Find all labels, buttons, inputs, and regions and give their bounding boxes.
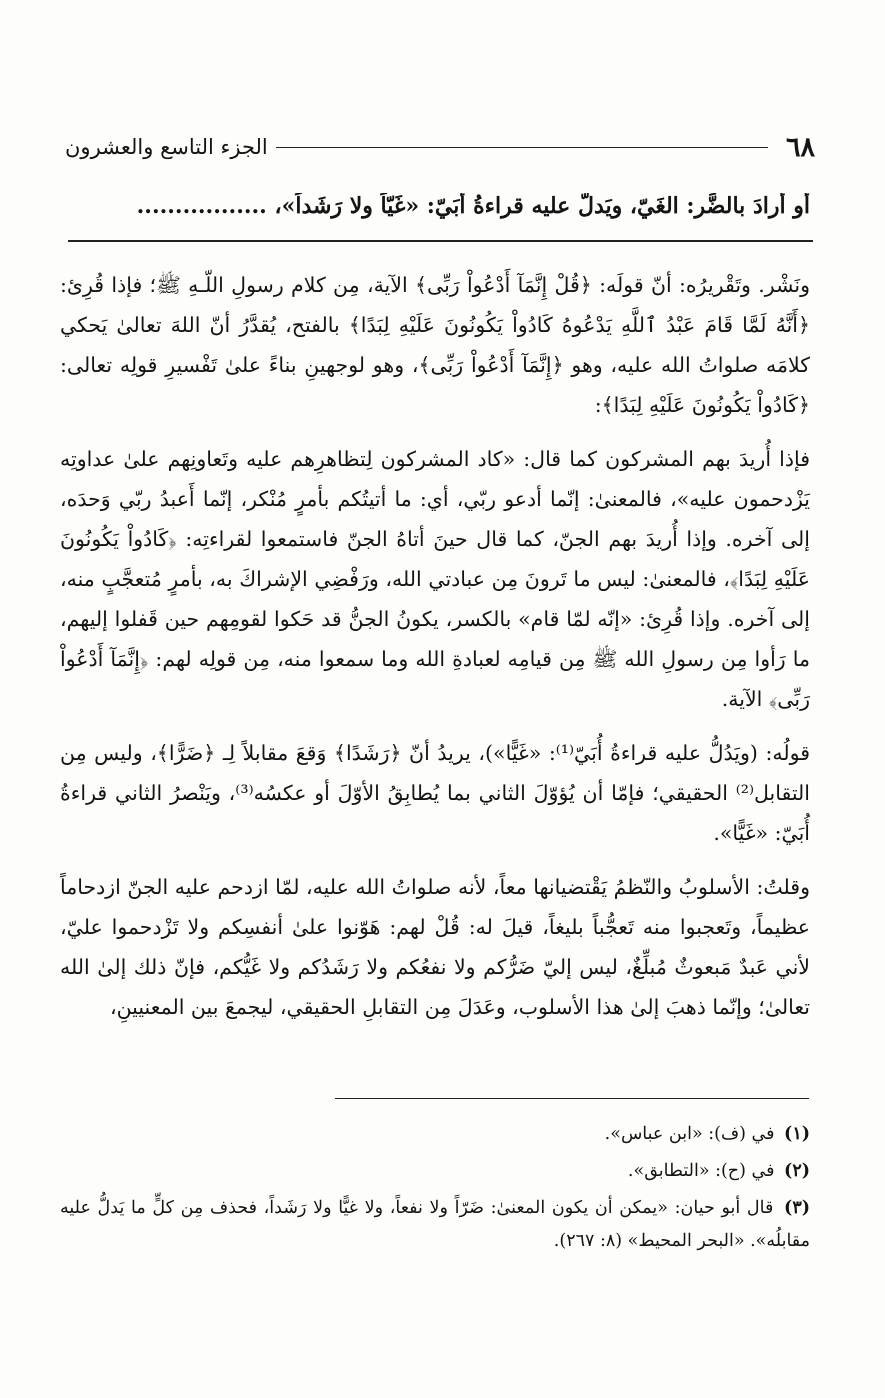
footnote-mark: (١) [784,1124,810,1144]
running-title: الجزء التاسع والعشرون [65,135,268,159]
footnote [60,1192,810,1258]
quote-divider [68,240,813,242]
paragraph: قولُه: (ويَدُلُّ عليه قراءةُ أُبَيّ⁽¹⁾: «غَيًّا»)، يريدُ أنّ ﴿رَشَدًا﴾ وَقعَ مقابلاً لِـ ﴿ضَرًّا﴾، وليس مِن التقابل⁽²⁾ الحقيقي؛ فإمّا أن يُؤوّلَ الثاني بما يُطابِقُ الأوّلَ أو عكسُه⁽³⁾، ويَنْصرُ الثاني قراءةُ أُبَيّ: «غَيًّا». [60,741,810,845]
paragraph: وقلتُ: الأسلوبُ والنّظمُ يَقْتضيانها معاً، لأنه صلواتُ الله عليه، لمّا ازدحم عليه الجنّ ازدحاماً عظيماً، وتَعجبوا منه تَعجُّباً بليغاً، قيلَ له: قُلْ لهم: هَوّنوا علىٰ أنفسِكم ولا تَزْدحموا عليّ، لأني عَبدٌ مَبعوثٌ مُبلِّغٌ، ليس إليّ ضَرُّكم ولا نفعُكم ولا رَشَدُكم ولا غَيُّكم، فإنّ ذلك إلىٰ الله تعالىٰ؛ وإنّما ذهبَ إلىٰ هذا الأسلوب، وعَدَلَ مِن التقابلِ الحقيقي، ليجمعَ بين المعنيينِ، [60,875,810,1019]
paragraph: فإذا أُريدَ بهم المشركون كما قال: «كاد المشركون لِتظاهرِهم عليه وتَعاونِهم علىٰ عداوتِه يَزْدحمون عليه»، فالمعنىٰ: إنّما أدعو ربّي، أي: ما أتيتُكم بأمرٍ مُنْكر، إنّما أَعبدُ ربّي وَحدَه، إلى آخره. وإذا أُريدَ بهم الجنّ، كما قال حينَ أتاهُ الجنّ فاستمعوا لقراءتِه: ﴿كَادُواْ يَكُونُونَ عَلَيْهِ لِبَدًا﴾، فالمعنىٰ: ليس ما تَرونَ مِن عبادتي الله، ورَفْضِي الإشراكَ به، بأمرٍ مُتعجَّبٍ منه، إلى آخره. وإذا قُرِئ: «إنّه لمّا قام» بالكسر، يكونُ الجنُّ قد حَكوا لقومِهم حين قَفلوا إليهم، ما رَأوا مِن رسولِ الله ﷺ مِن قيامِه لعبادةِ الله وما سمعوا منه، مِن قولِه لهم: ﴿إِنَّمَآ أَدْعُواْ رَبِّى﴾ الآية. [60,447,810,711]
footnote-text: في (ف): «ابن عباس». [604,1124,775,1144]
footnote-mark: (٣) [784,1198,810,1218]
page-number: ٦٨ [785,131,815,163]
page-header [65,130,815,164]
footnote-divider [335,1098,809,1099]
commentary-body [60,265,810,1041]
footnote-text: قال أبو حيان: «يمكن أن يكون المعنىٰ: ضَرّاً ولا نفعاً، ولا غيًّا ولا رَشَداً، فحذف مِن كلٍّ ما يَدلُّ عليه مقابلُه». «البحر المحيط» (٨: ٢٦٧). [60,1198,810,1251]
footnote-mark: (٢) [784,1161,810,1181]
footnote [60,1155,810,1188]
footnote-text: في (ح): «التطابق». [627,1161,775,1181]
footnotes [60,1118,810,1262]
footnote [60,1118,810,1151]
quoted-line: أو أرادَ بالضَّر: الغَيّ، ويَدلُّ عليه قراءةُ أُبَيّ: «غَيّاً ولا رَشَداً»، ................. [136,193,810,219]
paragraph: ونَشْر. وتَقْريرُه: أنّ قولَه: ﴿قُلْ إِنَّمَآ أَدْعُواْ رَبِّى﴾ الآية، مِن كلام رسولِ اللّـهِ ﷺ؛ فإذا قُرِئ: ﴿أَنَّهُ لَمَّا قَامَ عَبْدُ ٱللَّهِ يَدْعُوهُ كَادُواْ يَكُونُونَ عَلَيْهِ لِبَدًا﴾ بالفتح، يُقدَّرُ أنّ اللهَ تعالىٰ يَحكي كلامَه صلواتُ الله عليه، وهو ﴿إِنَّمَآ أَدْعُواْ رَبِّى﴾، وهو لوجهينِ بناءً علىٰ تَفْسيرِ قولِه تعالى: ﴿كَادُواْ يَكُونُونَ عَلَيْهِ لِبَدًا﴾: [60,273,810,417]
header-rule [276,147,768,148]
